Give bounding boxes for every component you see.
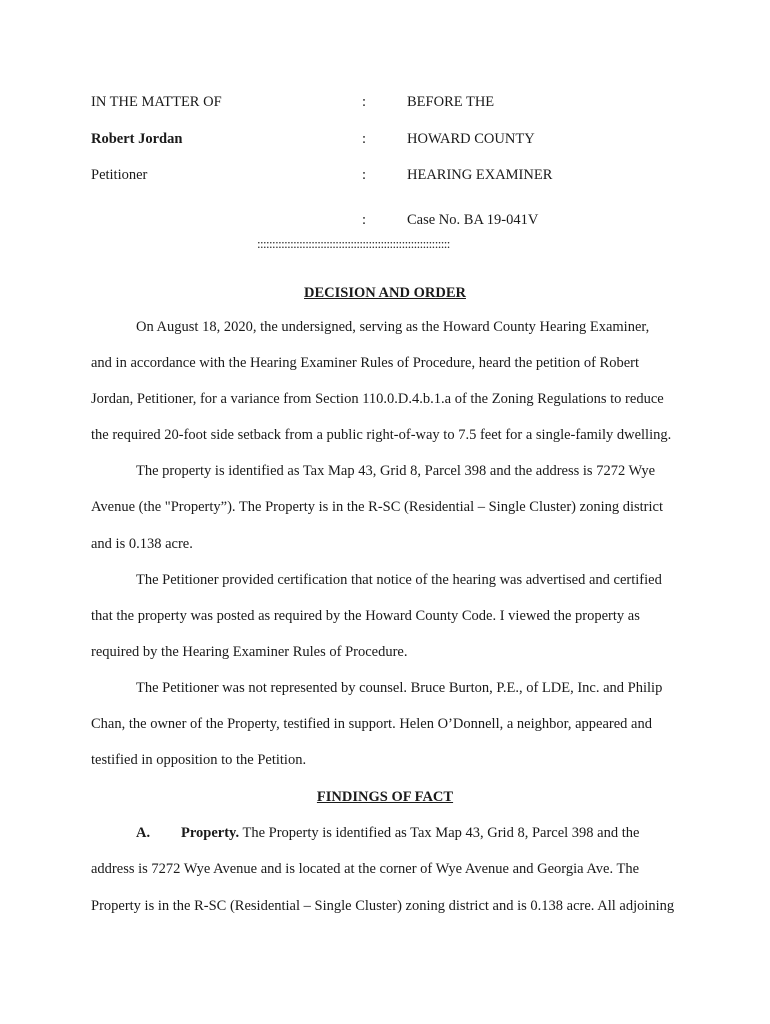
body-line: the required 20-foot side setback from a public right-of-way to 7.5 feet for a single-family dwelling. [91, 427, 672, 443]
decision-heading: DECISION AND ORDER [304, 285, 466, 301]
caption-colon-2: : [362, 131, 367, 147]
body-line: Property is in the R-SC (Residential – Single Cluster) zoning district and is 0.138 acre. All adjoining [91, 898, 675, 914]
body-line: that the property was posted as required by the Howard County Code. I viewed the property as [91, 608, 640, 624]
caption-right-line-3: HEARING EXAMINER [407, 167, 553, 183]
finding-item-first-line: The Property is identified as Tax Map 43, Grid 8, Parcel 398 and the [239, 825, 640, 841]
caption-right-line-2: HOWARD COUNTY [407, 131, 535, 147]
body-line: The Petitioner was not represented by counsel. Bruce Burton, P.E., of LDE, Inc. and Philip [136, 680, 663, 696]
caption-left-line-3: Petitioner [91, 167, 148, 183]
finding-item-title: Property. [181, 825, 240, 841]
petitioner-name: Robert Jordan [91, 131, 183, 147]
body-line: testified in opposition to the Petition. [91, 752, 307, 768]
caption-colon-4: : [362, 212, 367, 228]
body-line: Chan, the owner of the Property, testified in support. Helen O’Donnell, a neighbor, appeared and [91, 716, 652, 732]
body-line: Avenue (the "Property”). The Property is in the R-SC (Residential – Single Cluster) zoning district [91, 499, 663, 515]
caption-separator: :::::::::::::::::::::::::::::::::::::::::::::::::::::::::::::::: [257, 236, 450, 251]
body-line: address is 7272 Wye Avenue and is located at the corner of Wye Avenue and Georgia Ave. The [91, 861, 640, 877]
body-line: Jordan, Petitioner, for a variance from Section 110.0.D.4.b.1.a of the Zoning Regulations to reduce [91, 391, 664, 407]
body-line: The property is identified as Tax Map 43, Grid 8, Parcel 398 and the address is 7272 Wye [136, 463, 656, 479]
body-line: and is 0.138 acre. [91, 536, 193, 552]
body-line: and in accordance with the Hearing Examiner Rules of Procedure, heard the petition of Robert [91, 355, 639, 371]
caption-left-line-1: IN THE MATTER OF [91, 94, 222, 110]
finding-item-letter: A. [136, 825, 151, 841]
body-line: required by the Hearing Examiner Rules of Procedure. [91, 644, 408, 660]
caption-colon-3: : [362, 167, 367, 183]
caption-right-line-1: BEFORE THE [407, 94, 495, 110]
body-line: The Petitioner provided certification that notice of the hearing was advertised and certified [136, 572, 662, 588]
findings-heading: FINDINGS OF FACT [316, 789, 454, 805]
case-number: Case No. BA 19-041V [407, 212, 539, 228]
caption-colon-1: : [362, 94, 367, 110]
finding-item-a [181, 825, 639, 842]
body-line: On August 18, 2020, the undersigned, serving as the Howard County Hearing Examiner, [136, 319, 650, 335]
